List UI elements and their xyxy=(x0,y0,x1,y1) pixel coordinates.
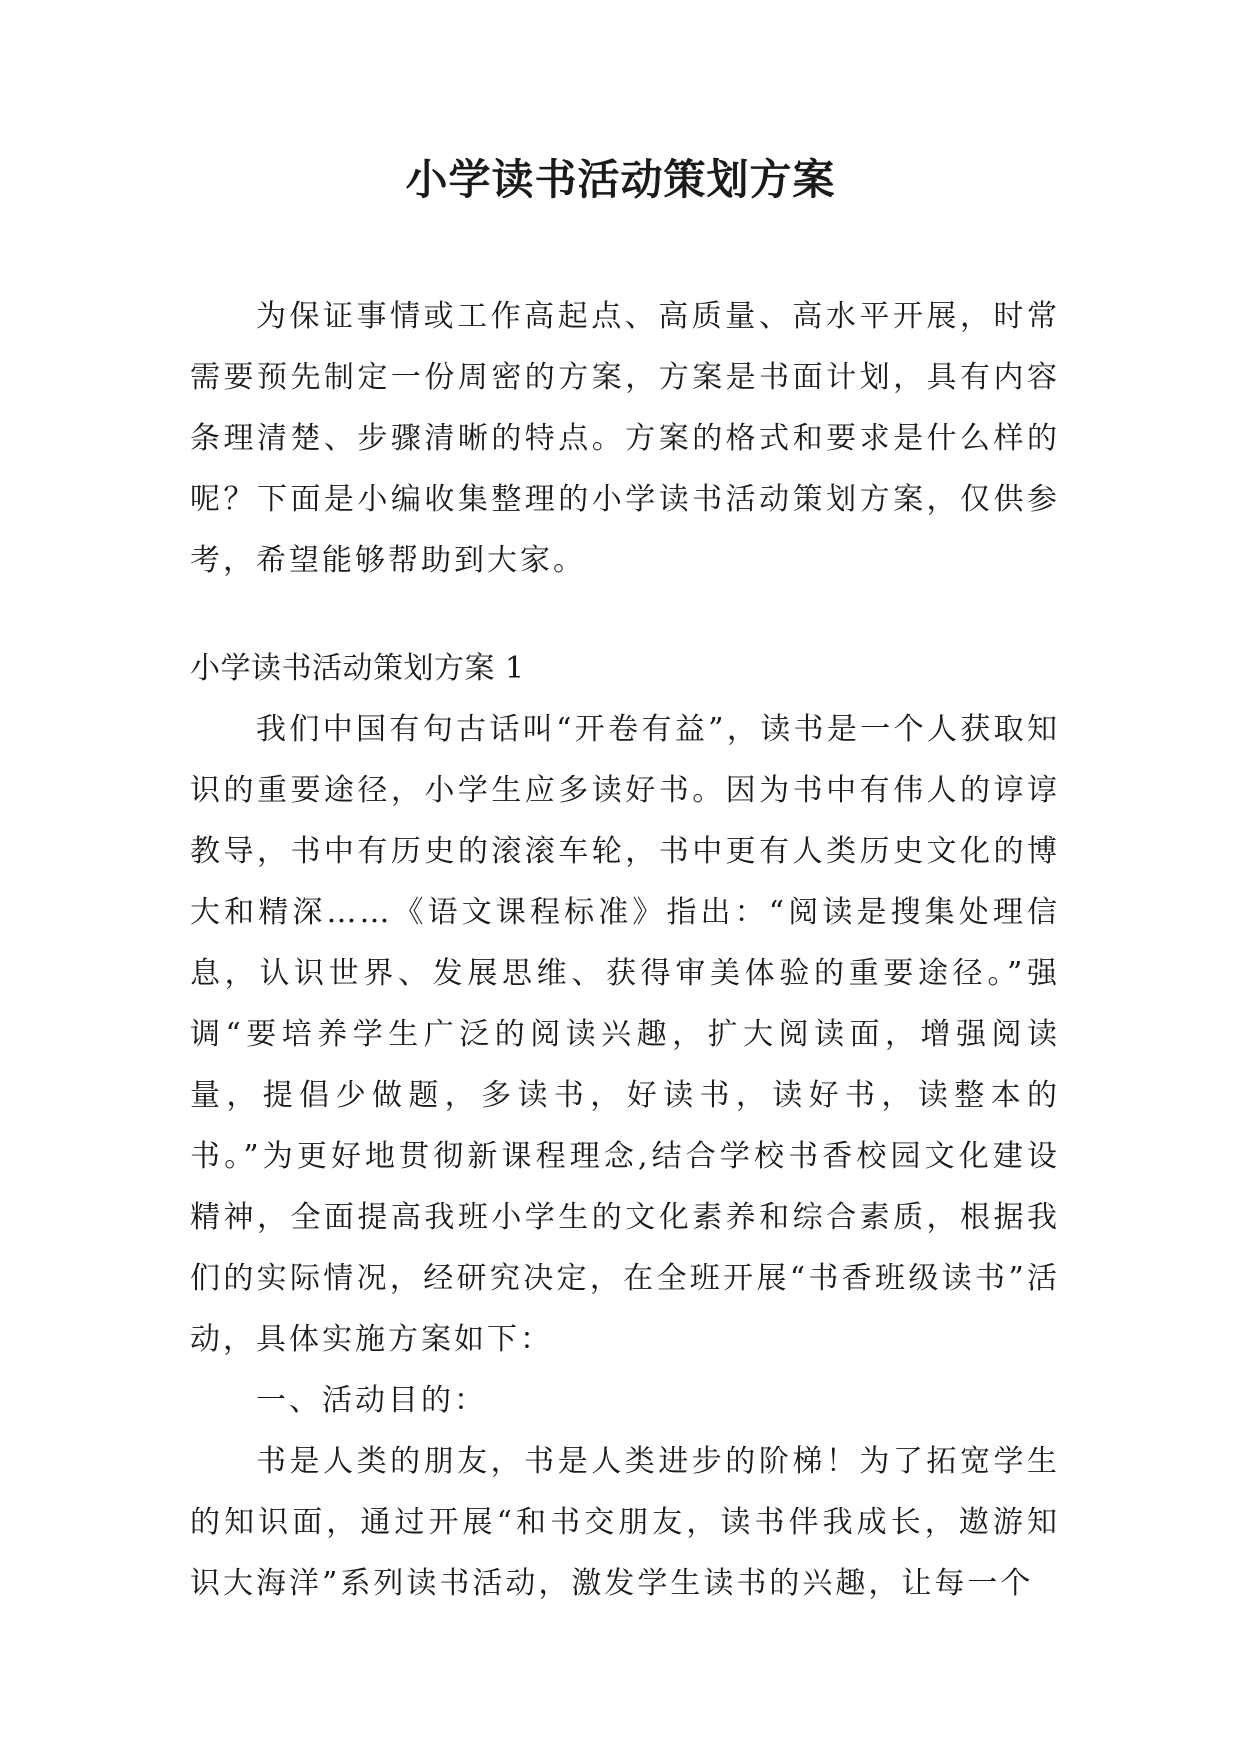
document-title: 小学读书活动策划方案 xyxy=(405,155,836,204)
subsection-heading: 一、活动目的： xyxy=(256,1383,487,1418)
intro-block xyxy=(190,286,1060,591)
section-heading: 小学读书活动策划方案 1 xyxy=(190,651,525,686)
section-1 xyxy=(190,638,1060,1614)
section-paragraph: 我们中国有句古话叫“开卷有益”，读书是一个人获取知识的重要途径，小学生应多读好书。因为书中有伟人的谆谆教导，书中有历史的滚滚车轮，书中更有人类历史文化的博大和精深……《语文课程标准》指出：“阅读是搜集处理信息，认识世界、发展思维、获得审美体验的重要途径。”强调“要培养学生广泛的阅读兴趣，扩大阅读面，增强阅读量，提倡少做题，多读书，好读书，读好书，读整本的书。”为更好地贯彻新课程理念,结合学校书香校园文化建设精神，全面提高我班小学生的文化素养和综合素质，根据我们的实际情况，经研究决定，在全班开展“书香班级读书”活动，具体实施方案如下： xyxy=(190,712,1060,1357)
intro-paragraph: 为保证事情或工作高起点、高质量、高水平开展，时常需要预先制定一份周密的方案，方案是书面计划，具有内容条理清楚、步骤清晰的特点。方案的格式和要求是什么样的呢？下面是小编收集整理的小学读书活动策划方案，仅供参考，希望能够帮助到大家。 xyxy=(190,299,1060,578)
section-paragraph: 书是人类的朋友，书是人类进步的阶梯！为了拓宽学生的知识面，通过开展“和书交朋友，读书伴我成长，遨游知识大海洋”系列读书活动，激发学生读书的兴趣，让每一个 xyxy=(190,1444,1060,1601)
